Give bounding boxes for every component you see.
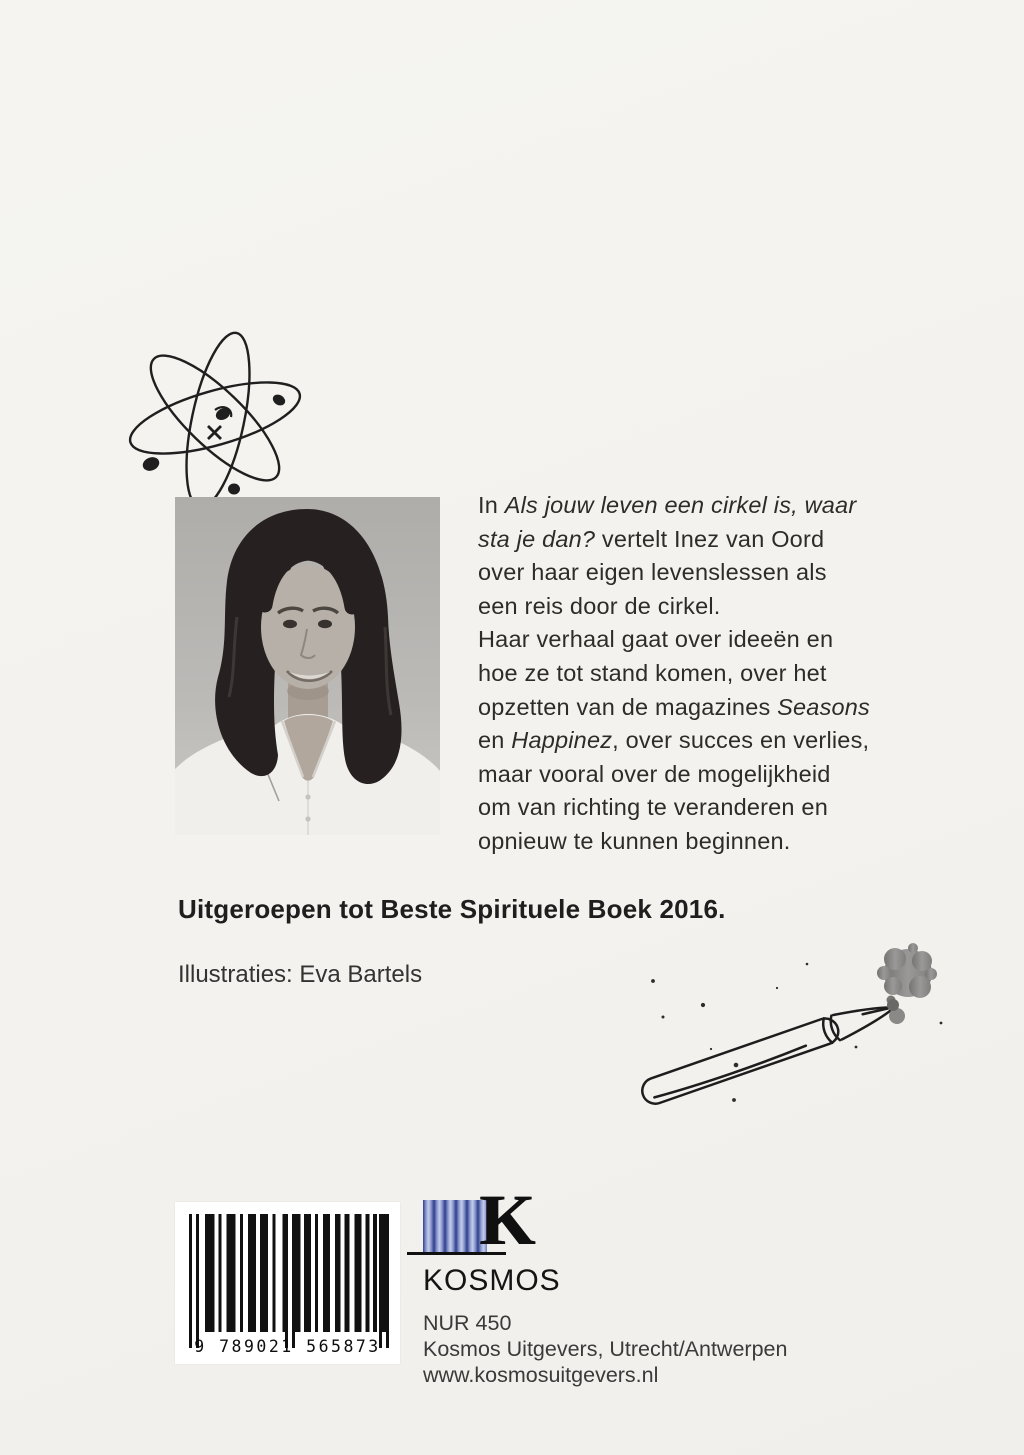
bio-text-segment: In xyxy=(478,492,505,518)
bio-text-segment: om van richting te veranderen en xyxy=(478,794,828,821)
bio-title-segment: Als jouw leven een cirkel is, waar xyxy=(504,492,857,518)
credits-text: Illustraties: Eva Bartels xyxy=(178,961,423,988)
bio-line xyxy=(478,657,908,691)
bio-text-segment: en xyxy=(478,727,512,754)
author-portrait xyxy=(175,497,440,835)
ink-blot xyxy=(877,943,937,1024)
bio-title-segment: sta je dan? xyxy=(478,525,596,552)
bio-line xyxy=(478,590,908,624)
atom-sketch-illustration xyxy=(118,326,310,514)
bio-magazine-segment: Happinez xyxy=(511,727,613,754)
kosmos-wordmark: KOSMOS xyxy=(423,1264,561,1297)
publisher-imprint: Kosmos Uitgevers, Utrecht/Antwerpen xyxy=(423,1337,788,1361)
bio-paragraph xyxy=(478,489,908,859)
kosmos-logo-stripes xyxy=(423,1200,487,1252)
bio-line xyxy=(478,556,908,590)
atom-x-mark xyxy=(208,426,221,439)
barcode xyxy=(175,1202,400,1364)
kosmos-logo xyxy=(423,1180,583,1260)
bio-text-segment: opnieuw te kunnen beginnen. xyxy=(478,827,791,854)
bio-line xyxy=(478,623,908,657)
barcode-digits: 9 789021 565873 xyxy=(194,1337,381,1356)
atom-electrons xyxy=(141,392,287,494)
bio-line xyxy=(478,691,908,725)
bio-text-segment: over haar eigen levenslessen als xyxy=(478,559,827,586)
award-text: Uitgeroepen tot Beste Spirituele Boek 2016. xyxy=(178,894,726,924)
bio-line xyxy=(478,758,908,792)
bio-magazine-segment: Seasons xyxy=(777,693,871,720)
pen-sketch-illustration xyxy=(625,928,947,1120)
publisher-website: www.kosmosuitgevers.nl xyxy=(423,1363,659,1387)
bio-text-segment: een reis door de cirkel. xyxy=(478,592,721,619)
bio-text-segment: , over succes en verlies, xyxy=(612,727,870,754)
bio-line xyxy=(478,791,908,825)
kosmos-logo-letter: K xyxy=(479,1180,536,1260)
bio-line xyxy=(478,489,908,523)
nur-code: NUR 450 xyxy=(423,1311,512,1335)
bio-text-segment: hoe ze tot stand komen, over het xyxy=(478,659,827,686)
bio-line xyxy=(478,724,908,758)
bio-text-segment: maar vooral over de mogelijkheid xyxy=(478,760,831,787)
bio-line xyxy=(478,523,908,557)
bio-line xyxy=(478,825,908,859)
publisher-info xyxy=(423,1310,843,1388)
bio-text-segment: Haar verhaal gaat over ideeën en xyxy=(478,626,834,653)
bio-text-segment: vertelt Inez van Oord xyxy=(595,525,825,552)
pen-body xyxy=(639,995,899,1107)
publisher-block xyxy=(423,1180,843,1388)
bio-text-segment: opzetten van de magazines xyxy=(478,693,778,720)
